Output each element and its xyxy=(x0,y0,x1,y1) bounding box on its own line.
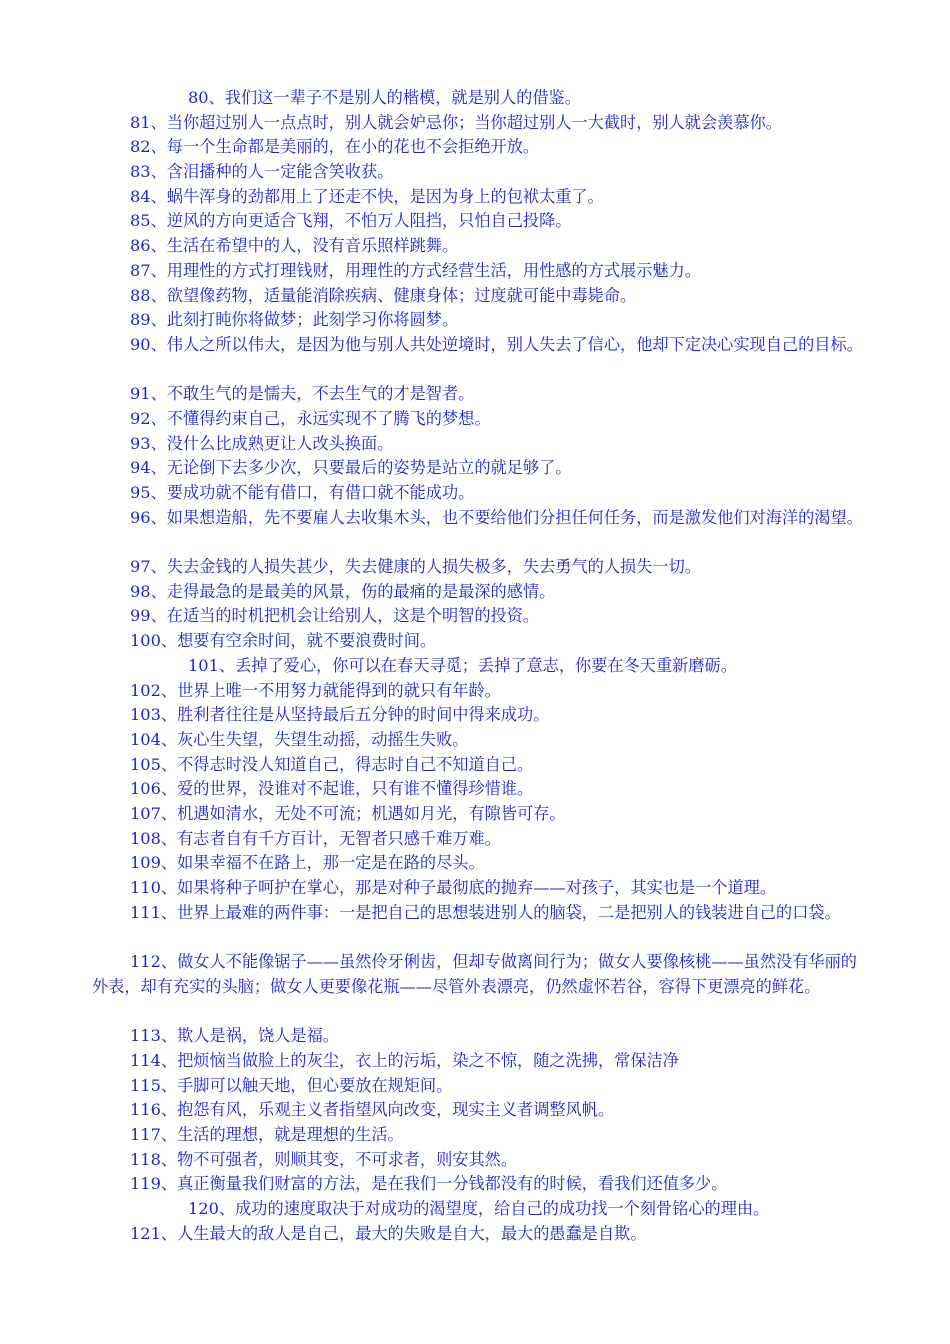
quote-115: 115、手脚可以触天地，但心要放在规矩间。 xyxy=(130,1075,453,1095)
quote-99: 99、在适当的时机把机会让给别人，这是个明智的投资。 xyxy=(130,606,540,626)
quote-112: 112、做女人不能像锯子——虽然伶牙俐齿，但却专做离间行为；做女人要像核桃——虽然没有华丽的外表，却有充实的头脑；做女人更要像花瓶——尽管外表漂亮，仍然虚怀若谷，容得下更漂亮的鲜花。 xyxy=(92,952,857,996)
quote-83: 83、含泪播种的人一定能含笑收获。 xyxy=(130,162,394,182)
quote-81: 81、当你超过别人一点点时，别人就会妒忌你；当你超过别人一大截时，别人就会羡慕你。 xyxy=(130,112,782,132)
quote-120: 120、成功的速度取决于对成功的渴望度，给自己的成功找一个刻骨铭心的理由。 xyxy=(188,1199,770,1219)
quote-104: 104、灰心生失望，失望生动摇，动摇生失败。 xyxy=(130,729,469,749)
quote-list xyxy=(92,86,864,1246)
quote-86: 86、生活在希望中的人，没有音乐照样跳舞。 xyxy=(130,236,459,256)
quote-94: 94、无论倒下去多少次，只要最后的姿势是站立的就足够了。 xyxy=(130,458,572,478)
quote-84: 84、蜗牛浑身的劲都用上了还走不快，是因为身上的包袱太重了。 xyxy=(130,186,604,206)
quote-121: 121、人生最大的敌人是自己，最大的失败是自大，最大的愚蠢是自欺。 xyxy=(130,1223,647,1243)
quote-80: 80、我们这一辈子不是别人的楷模，就是别人的借鉴。 xyxy=(188,88,581,107)
quote-119: 119、真正衡量我们财富的方法，是在我们一分钱都没有的时候，看我们还值多少。 xyxy=(130,1174,728,1194)
quote-103: 103、胜利者往往是从坚持最后五分钟的时间中得来成功。 xyxy=(130,705,550,725)
quote-88: 88、欲望像药物，适量能消除疾病、健康身体；过度就可能中毒毙命。 xyxy=(130,285,637,305)
quote-89: 89、此刻打盹你将做梦；此刻学习你将圆梦。 xyxy=(130,310,459,330)
quote-97: 97、失去金钱的人损失甚少，失去健康的人损失极多，失去勇气的人损失一切。 xyxy=(130,557,701,577)
quote-93: 93、没什么比成熟更让人改头换面。 xyxy=(130,433,394,453)
quote-100: 100、想要有空余时间，就不要浪费时间。 xyxy=(130,631,437,651)
quote-110: 110、如果将种子呵护在掌心，那是对种子最彻底的抛弃——对孩子，其实也是一个道理。 xyxy=(130,878,777,898)
quote-90: 90、伟人之所以伟大，是因为他与别人共处逆境时，别人失去了信心，他却下定决心实现自己的目标。 xyxy=(130,334,863,354)
quote-102: 102、世界上唯一不用努力就能得到的就只有年龄。 xyxy=(130,680,501,700)
quote-91: 91、不敢生气的是懦夫，不去生气的才是智者。 xyxy=(130,384,475,404)
quote-96: 96、如果想造船，先不要雇人去收集木头，也不要给他们分担任何任务，而是激发他们对海洋的渴望。 xyxy=(130,507,863,527)
quote-82: 82、每一个生命都是美丽的，在小的花也不会拒绝开放。 xyxy=(130,137,540,157)
quote-107: 107、机遇如清水，无处不可流；机遇如月光，有隙皆可存。 xyxy=(130,803,566,823)
quote-85: 85、逆风的方向更适合飞翔，不怕万人阻挡，只怕自己投降。 xyxy=(130,211,572,231)
quote-113: 113、欺人是祸，饶人是福。 xyxy=(130,1026,339,1046)
quote-108: 108、有志者自有千方百计，无智者只感千难万难。 xyxy=(130,828,501,848)
quote-87: 87、用理性的方式打理钱财，用理性的方式经营生活，用性感的方式展示魅力。 xyxy=(130,260,701,280)
quote-109: 109、如果幸福不在路上，那一定是在路的尽头。 xyxy=(130,853,485,873)
quote-101: 101、丢掉了爱心，你可以在春天寻觅；丢掉了意志，你要在冬天重新磨砺。 xyxy=(188,655,737,675)
quote-92: 92、不懂得约束自己，永远实现不了腾飞的梦想。 xyxy=(130,408,491,428)
quote-105: 105、不得志时没人知道自己，得志时自己不知道自己。 xyxy=(130,754,534,774)
quote-114: 114、把烦恼当做脸上的灰尘，衣上的污垢，染之不惊，随之洗拂，常保洁净 xyxy=(130,1050,679,1070)
quote-118: 118、物不可强者，则顺其变，不可求者，则安其然。 xyxy=(130,1149,518,1169)
quote-117: 117、生活的理想，就是理想的生活。 xyxy=(130,1124,404,1144)
quote-106: 106、爱的世界，没谁对不起谁，只有谁不懂得珍惜谁。 xyxy=(130,779,534,799)
quote-116: 116、抱怨有风，乐观主义者指望风向改变，现实主义者调整风帆。 xyxy=(130,1100,615,1120)
quote-111: 111、世界上最难的两件事：一是把自己的思想装进别人的脑袋，二是把别人的钱装进自己的口袋。 xyxy=(130,902,841,922)
quote-95: 95、要成功就不能有借口，有借口就不能成功。 xyxy=(130,483,475,503)
quote-98: 98、走得最急的是最美的风景，伤的最痛的是最深的感情。 xyxy=(130,581,556,601)
